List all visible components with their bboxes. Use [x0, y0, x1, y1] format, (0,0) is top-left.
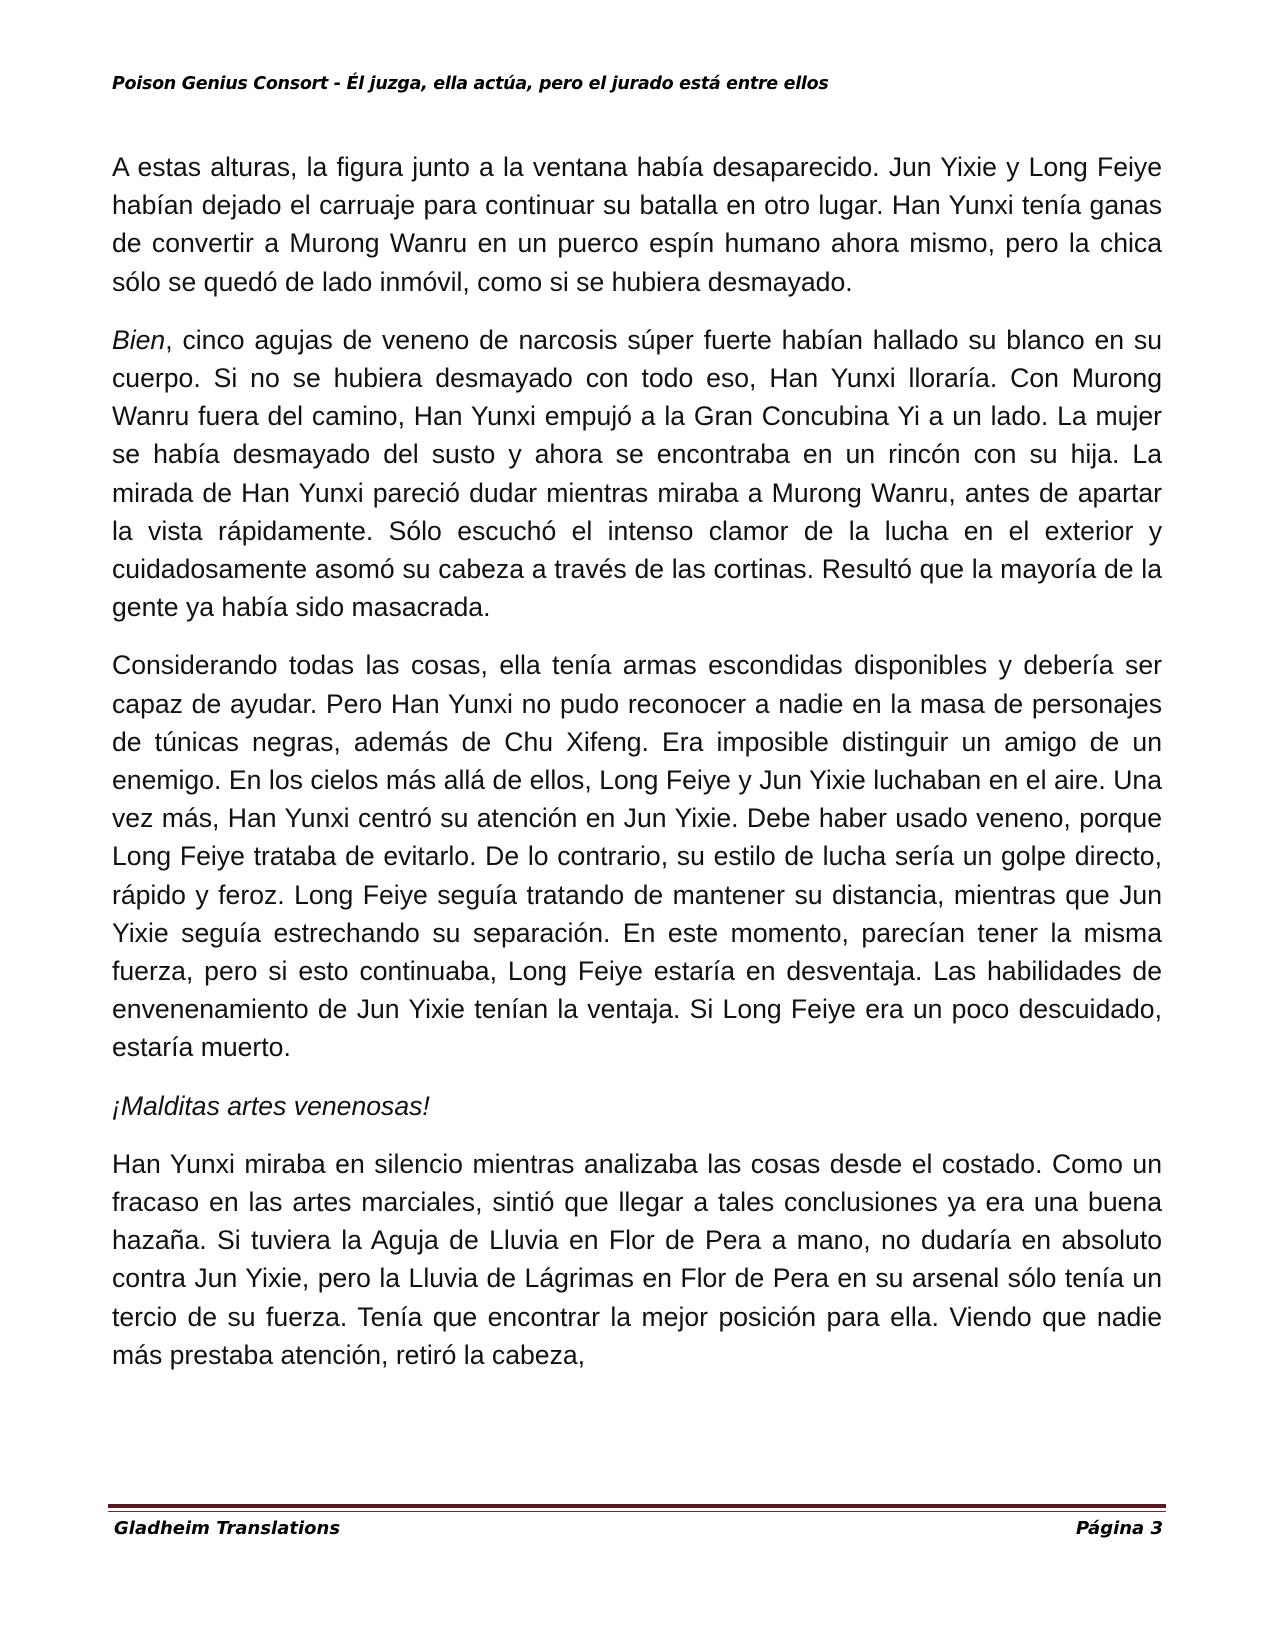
- running-header: Poison Genius Consort - Él juzga, ella actúa, pero el jurado está entre ellos: [112, 74, 829, 94]
- paragraph-1-text: A estas alturas, la figura junto a la ventana había desaparecido. Jun Yixie y Long Feiye habían dejado el carruaje para continuar su batalla en otro lugar. Han Yunxi tenía ganas de convertir a Murong Wanru en un puerco espín humano ahora mismo, pero la chica sólo se quedó de lado inmóvil, como si se hubiera desmayado.: [112, 152, 1162, 297]
- paragraph-4: [112, 1087, 1162, 1125]
- paragraph-5-text: Han Yunxi miraba en silencio mientras analizaba las cosas desde el costado. Como un fracaso en las artes marciales, sintió que llegar a tales conclusiones ya era una buena hazaña. Si tuviera la Aguja de Lluvia en Flor de Pera a mano, no dudaría en absoluto contra Jun Yixie, pero la Lluvia de Lágrimas en Flor de Pera en su arsenal sólo tenía un tercio de su fuerza. Tenía que encontrar la mejor posición para ella. Viendo que nadie más prestaba atención, retiró la cabeza,: [112, 1148, 1162, 1370]
- paragraph-2-text: , cinco agujas de veneno de narcosis súper fuerte habían hallado su blanco en su cuerpo. Si no se hubiera desmayado con todo eso, Han Yunxi lloraría. Con Murong Wanru fuera del camino, Han Yunxi empujó a la Gran Concubina Yi a un lado. La mujer se había desmayado del susto y ahora se encontraba en un rincón con su hija. La mirada de Han Yunxi pareció dudar mientras miraba a Murong Wanru, antes de apartar la vista rápidamente. Sólo escuchó el intenso clamor de la lucha en el exterior y cuidadosamente asomó su cabeza a través de las cortinas. Resultó que la mayoría de la gente ya había sido masacrada.: [112, 324, 1162, 623]
- footer-rule-thin: [108, 1511, 1166, 1512]
- footer-page-number: Página 3: [1076, 1518, 1163, 1539]
- paragraph-3-text: Considerando todas las cosas, ella tenía armas escondidas disponibles y debería ser capaz de ayudar. Pero Han Yunxi no pudo reconocer a nadie en la masa de personajes de túnicas negras, además de Chu Xifeng. Era imposible distinguir un amigo de un enemigo. En los cielos más allá de ellos, Long Feiye y Jun Yixie luchaban en el aire. Una vez más, Han Yunxi centró su atención en Jun Yixie. Debe haber usado veneno, porque Long Feiye trataba de evitarlo. De lo contrario, su estilo de lucha sería un golpe directo, rápido y feroz. Long Feiye seguía tratando de mantener su distancia, mientras que Jun Yixie seguía estrechando su separación. En este momento, parecían tener la misma fuerza, pero si esto continuaba, Long Feiye estaría en desventaja. Las habilidades de envenenamiento de Jun Yixie tenían la ventaja. Si Long Feiye era un poco descuidado, estaría muerto.: [112, 650, 1162, 1063]
- paragraph-2-lead-italic: Bien: [112, 324, 166, 355]
- paragraph-1: [112, 148, 1162, 301]
- paragraph-5: [112, 1145, 1162, 1374]
- footer-publisher: Gladheim Translations: [114, 1518, 341, 1539]
- body-text: [112, 148, 1162, 1394]
- footer-rule-thick: [108, 1504, 1166, 1508]
- paragraph-2: [112, 321, 1162, 627]
- paragraph-4-italic-line: ¡Malditas artes venenosas!: [112, 1090, 430, 1121]
- paragraph-3: [112, 646, 1162, 1066]
